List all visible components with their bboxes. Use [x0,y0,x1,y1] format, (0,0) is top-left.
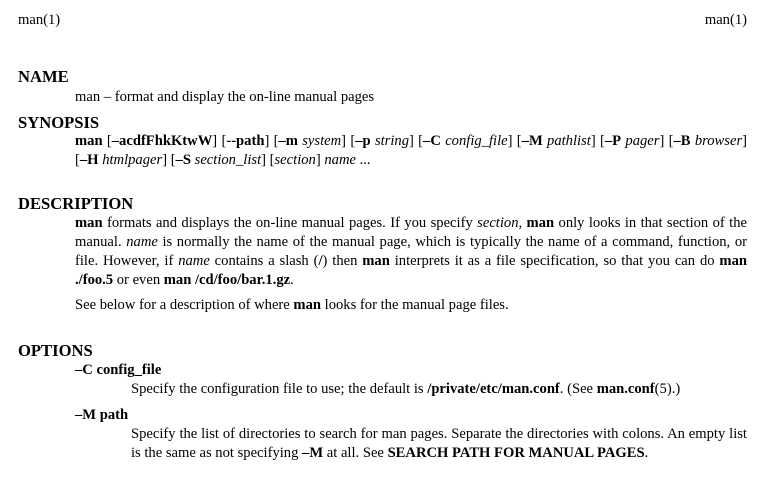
header-right: man(1) [704,12,747,28]
description-paragraph-1-run: / [318,253,323,269]
option-desc-config-run: . (See [559,381,597,397]
description-paragraph-1-run: man /cd/foo/bar.1.gz [163,272,291,288]
option-desc-config [131,380,747,399]
synopsis-text-run: ] [315,152,325,168]
description-paragraph-1-run: or even [113,272,164,288]
synopsis-text-run: –M [521,133,543,149]
option-desc-config-run: /private/etc/man.conf [427,381,560,397]
description-paragraph-1-run: is normally the name of the manual page, which is typically the name of a command, function, or file. However, if [75,234,747,269]
description-paragraph-2-run: looks for the manual page files. [321,297,509,313]
header-left: man(1) [18,12,61,28]
synopsis-text-run: ] [ [162,152,176,168]
synopsis-text [75,132,747,170]
synopsis-text-run: ] [ [75,133,748,168]
synopsis-text-run: ... [355,152,371,168]
synopsis-text-run: pager [625,133,660,149]
synopsis-text-run: section [274,152,316,168]
description-paragraph-1-run: man [362,253,390,269]
synopsis-text-run: ] [ [264,133,279,149]
synopsis-text-run: ] [ [409,133,424,149]
description-paragraph-1-run: formats and displays the on-line manual pages. If you specify [102,215,478,231]
description-paragraph-1-run: , [518,215,527,231]
description-paragraph-1-run: interprets it as a file specification, so that you can do [389,253,720,269]
option-desc-config-run: man.conf [596,381,655,397]
option-term-path: –M path [75,407,129,423]
name-text: man – format and display the on-line manual pages [75,89,375,105]
option-desc-config-run: (5).) [654,381,681,397]
description-paragraph-1-run: section [477,215,519,231]
option-term-config: –C config_file [75,362,162,378]
synopsis-text-run: ] [ [590,133,605,149]
section-title-name: NAME [18,67,69,86]
option-desc-path-run: . [644,445,649,461]
option-desc-path-run: –M [302,445,324,461]
synopsis-text-run: string [374,133,409,149]
description-paragraph-1-run: man ./foo.5 [75,253,747,288]
description-paragraph-1-run: ) then [322,253,363,269]
synopsis-text-run: –C [423,133,441,149]
description-paragraph-2-run: man [293,297,321,313]
description-paragraph-1-run: name [178,253,210,269]
synopsis-text-run: name [324,152,356,168]
section-title-synopsis: SYNOPSIS [18,113,100,132]
option-desc-path [131,425,747,463]
synopsis-text-run: –p [355,133,371,149]
description-paragraph-2-run: See below for a description of where [75,297,294,313]
synopsis-text-run: –P [604,133,622,149]
description-paragraph-1 [75,214,747,290]
synopsis-text-run: pathlist [547,133,591,149]
synopsis-text-run: –B [673,133,691,149]
synopsis-text-run: browser [694,133,743,149]
section-title-options: OPTIONS [18,341,93,360]
synopsis-text-run: htmlpager [102,152,163,168]
synopsis-text-run: section_list [194,152,262,168]
synopsis-text-run: [ [102,133,112,149]
synopsis-text-run: ] [ [341,133,356,149]
synopsis-text-run: ] [ [212,133,227,149]
synopsis-text-run: –H [79,152,99,168]
synopsis-text-run: system [302,133,342,149]
synopsis-text-run: --path [226,133,265,149]
option-desc-config-run: Specify the configuration file to use; the default is [131,381,428,397]
synopsis-text-run: –m [278,133,298,149]
description-paragraph-2 [75,296,747,315]
description-paragraph-1-run: only looks in that section of the manual. [75,215,748,250]
synopsis-text-run: ] [ [507,133,522,149]
synopsis-text-run: –S [175,152,191,168]
section-title-description: DESCRIPTION [18,194,134,213]
option-desc-path-run: SEARCH PATH FOR MANUAL PAGES [387,445,645,461]
synopsis-text-run: ] [ [659,133,674,149]
synopsis-text-run: ] [ [261,152,275,168]
synopsis-text-run: man [75,133,103,149]
description-paragraph-1-run: name [126,234,158,250]
description-paragraph-1-run: . [290,272,294,288]
description-paragraph-1-run: contains a slash ( [209,253,319,269]
description-paragraph-1-run: man [75,215,103,231]
option-desc-path-run: at all. See [323,445,388,461]
option-desc-path-run: Specify the list of directories to search for man pages. Separate the directories with colons. An empty list is the same as not specifying [131,426,747,461]
synopsis-text-run: config_file [445,133,508,149]
synopsis-text-run: –acdfFhkKtwW [111,133,213,149]
description-paragraph-1-run: man [526,215,555,231]
